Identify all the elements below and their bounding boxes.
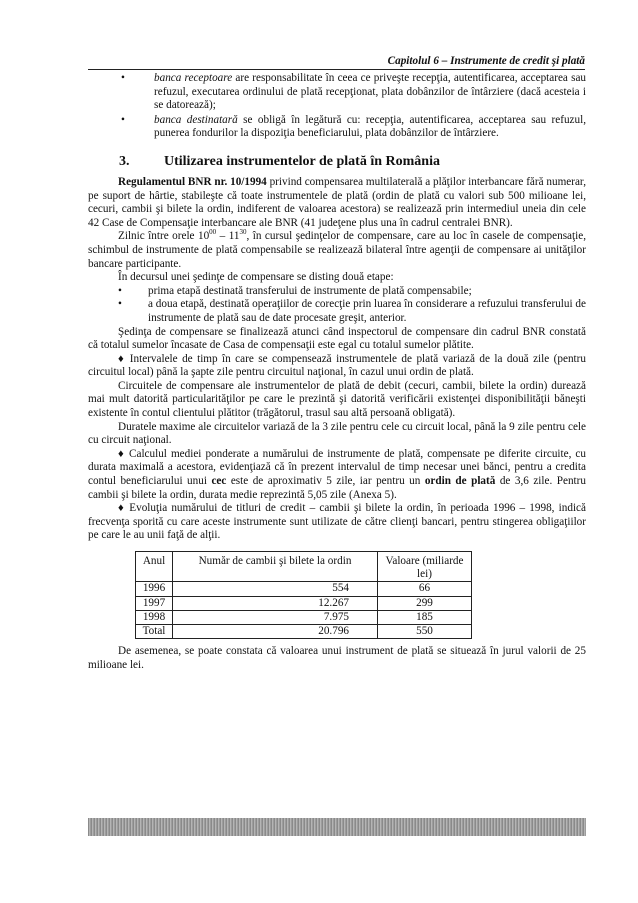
paragraph [88,448,586,502]
paragraph: În decursul unei şedinţe de compensare se disting două etape: [118,271,394,284]
section-heading [88,154,586,170]
bullet-text: se obligă în legătură cu: recepţia, autentificarea, acceptarea sau refuzul, punerea fondurilor la dispoziţia beneficiarului, plata dobânzilor de întârziere. [154,113,587,140]
bullet-icon: • [121,113,125,126]
table-cell: 7.975 [173,610,378,624]
superscript: 30 [239,228,247,237]
paragraph-text: – 11 [216,230,240,243]
section-title: Utilizarea instrumentelor de plată în România [164,153,440,169]
bullet-text: a doua etapă, destinată operaţiilor de corecţie prin luarea în considerare a refuzului transferului de instrumente de plată sau de date procesate greşit, anterior. [148,298,586,324]
table-row [136,610,472,624]
table-row [136,596,472,610]
emphasis: ordin de plată [424,475,496,488]
bullet-term: banca destinatară [154,113,238,126]
column-header: Anul [136,552,173,582]
bullet-term: banca receptoare [154,72,233,84]
bullet-text: prima etapă destinată transferului de instrumente de plată compensabile; [148,284,472,297]
paragraph-text: de 3,6 zile. Pentru cambii şi bilete la ordin, durata medie reprezintă 5,05 zile (Anexa 5). [88,475,586,501]
table-row [136,625,472,639]
bullet-icon: • [118,298,122,311]
column-header: Valoare (miliarde lei) [378,552,472,582]
paragraph-text: Evoluţia numărului de titluri de credit – cambii şi bilete la ordin, în perioada 1996 – 1998, indică frecvenţa sporită cu care aceste instrumente sunt utilizate de către clienţi bancari, pentru stingerea obligaţiilor pe care le au unii faţă de alţii. [88,502,586,542]
bullet-text: are responsabilitate în ceea ce priveşte recepţia, autentificarea, acceptarea sau refuzul, executarea ordinului de plată recepţionat, plata dobânzilor de întârziere (dacă acesteia i se datorează); [154,72,587,112]
running-header: Capitolul 6 – Instrumente de credit şi plată [88,55,585,70]
table-cell: 554 [173,582,378,596]
table-cell: 66 [378,582,472,596]
table-cell: 1998 [136,610,173,624]
diamond-icon: ♦ [118,447,125,460]
superscript: 00 [209,228,217,237]
paragraph-text: este de aproximativ 5 zile, iar pentru un [226,475,425,488]
regulation-name: Regulamentul BNR nr. 10/1994 [118,175,267,188]
paragraph-text: privind compensarea multilaterală a plăţilor interbancare fără numerar, pe suport de hârtie, stabileşte că toate instrumentele de plată (ordin de plată cu valori sub 500 milioane lei, cecuri, cambii şi bilete la ordin, indiferent de valoarea acestora) se realizează prin intermediul uneia din cele 42 Case de Compensaţie interbancare ale BNR (41 judeţene plus una în cadrul centralei BNR). [88,175,586,229]
paragraph [88,230,586,271]
table-row [136,582,472,596]
paragraph-text: , în cursul şedinţelor de compensare, care au loc în casele de compensaţie, schimbul de instrumente de plată compensabile se realizează bilateral între agenţii de compensare ai unităţilor bancare participante. [88,230,586,270]
paragraph: Duratele maxime ale circuitelor variază de la 3 zile pentru cele cu circuit local, până la 9 zile pentru cele cu circuit naţional. [88,420,586,447]
paragraph: De asemenea, se poate constata că valoarea unui instrument de plată se situează în jurul valorii de 25 milioane lei. [88,645,586,671]
table-cell: 550 [378,625,472,639]
diamond-icon: ♦ [118,352,126,365]
bullet-icon: • [118,284,122,297]
table-cell: 1996 [136,582,173,596]
section-number: 3. [119,153,130,169]
list-item [118,298,586,325]
paragraph: Şedinţa de compensare se finalizează atunci când inspectorul de compensare din cadrul BNR constată că totalul sumelor încasate de Casa de compensaţii este egal cu totalul sumelor plătite. [88,325,586,352]
table-header-row [136,552,472,582]
paragraph [88,502,586,543]
table-cell: 185 [378,610,472,624]
paragraph-text: Calculul mediei ponderate a numărului de instrumente de plată, compensate pe diferite circuite, cu durata maximală a acestora, evidenţiază că în prezent intervalul de timp necesar unei bănci, pentru a credita contul beneficiarului unui [88,447,586,488]
table-cell: 1997 [136,596,173,610]
diamond-icon: ♦ [118,502,126,515]
list-item [88,72,586,113]
table-cell: 20.796 [173,625,378,639]
table-cell: 12.267 [173,596,378,610]
column-header: Număr de cambii şi bilete la ordin [173,552,378,582]
footer-decorative-bar [88,818,586,836]
page-content [88,72,586,672]
paragraph-text: Zilnic între orele 10 [118,230,210,243]
list-item [118,285,586,299]
list-item [88,114,586,141]
paragraph [88,176,586,230]
bullet-icon: • [121,72,125,84]
paragraph: Circuitele de compensare ale instrumentelor de plată de debit (cecuri, cambii, bilete la ordin) durează mai mult datorită particularităţilor pe care le prezintă şi datorită verificării existenţei disponibilităţii băneşti existente în contul clientului plătitor (trăgătorul, trasul sau altă persoană obligată). [88,379,586,420]
table-cell: Total [136,625,173,639]
table-cell: 299 [378,596,472,610]
paragraph-text: Intervalele de timp în care se compensează instrumentele de plată variază de la două zile (pentru circuitul local) până la şapte zile pentru circuitul naţional, în cazul unui ordin de plată. [88,352,586,379]
data-table [135,551,472,639]
emphasis: cec [211,475,227,488]
paragraph [88,353,586,380]
